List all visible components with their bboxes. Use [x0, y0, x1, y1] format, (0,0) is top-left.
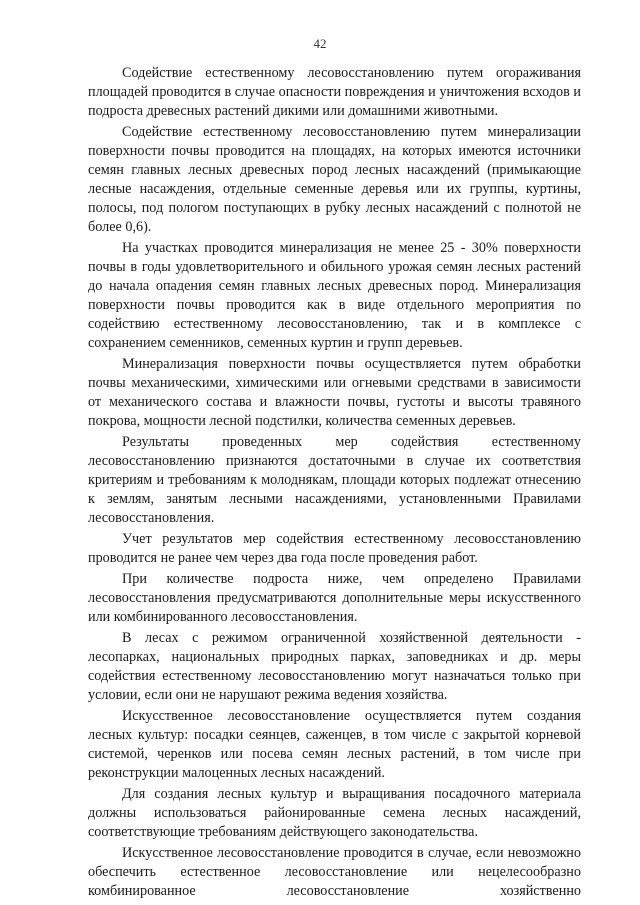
paragraph-planting-material: Для создания лесных культур и выращивания посадочного материала должны использоваться районированные семена лесных насаждений, соответствующие требованиям действующего законодательства.	[88, 786, 581, 840]
page-number: 42	[313, 36, 327, 51]
paragraph-fencing: Содействие естественному лесовосстановлению путем огораживания площадей проводится в случае опасности повреждения и уничтожения всходов и подроста древесных растений дикими или домашними животными.	[88, 65, 581, 119]
paragraph-mineralization-percent: На участках проводится минерализация не менее 25 - 30% поверхности почвы в годы удовлетворительного и обильного урожая семян лесных растений до начала опадения семян главных лесных древесных пород. Минерализация поверхности почвы проводится как в виде отдельного мероприятия по содействию естественному лесовосстановлению, так и в комплексе с сохранением семенников, семенных куртин и групп деревьев.	[88, 240, 581, 351]
paragraph-results-accounting: Учет результатов мер содействия естественному лесовосстановлению проводится не ранее чем через два года после проведения работ.	[88, 531, 581, 566]
paragraph-soil-mineralization: Содействие естественному лесовосстановлению путем минерализации поверхности почвы проводится на площадях, на которых имеются источники семян главных лесных древесных пород лесных насаждений (примыкающие лесные насаждения, отдельные семенные деревья или их группы, куртины, полосы, под пологом поступающих в рубку лесных насаждений с полнотой не более 0,6).	[88, 124, 581, 235]
paragraph-artificial-conditions: Искусственное лесовосстановление проводится в случае, если невозможно обеспечить естественное лесовосстановление или нецелесообразно комбинированное лесовосстановление хозяйственно	[88, 845, 581, 899]
paragraph-mineralization-methods: Минерализация поверхности почвы осуществляется путем обработки почвы механическими, химическими или огневыми средствами в зависимости от механического состава и влажности почвы, густоты и высоты травяного покрова, мощности лесной подстилки, количества семенных деревьев.	[88, 356, 581, 429]
paragraph-results: Результаты проведенных мер содействия естественному лесовосстановлению признаются достаточными в случае их соответствия критериям и требованиям к молоднякам, площади которых подлежат отнесению к землям, занятым лесными насаждениями, установленными Правилами лесовосстановления.	[88, 434, 581, 526]
paragraph-restricted-forests: В лесах с режимом ограниченной хозяйственной деятельности - лесопарках, национальных природных парках, заповедниках и др. меры содействия естественному лесовосстановлению могут назначаться только при условии, если они не нарушают режима ведения хозяйства.	[88, 630, 581, 703]
body-text	[88, 64, 581, 903]
paragraph-artificial-restoration: Искусственное лесовосстановление осуществляется путем создания лесных культур: посадки сеянцев, саженцев, в том числе с закрытой корневой системой, черенков или посева семян лесных растений, в том числе при реконструкции малоценных лесных насаждений.	[88, 708, 581, 781]
paragraph-additional-measures: При количестве подроста ниже, чем определено Правилами лесовосстановления предусматриваются дополнительные меры искусственного или комбинированного лесовосстановления.	[88, 571, 581, 625]
